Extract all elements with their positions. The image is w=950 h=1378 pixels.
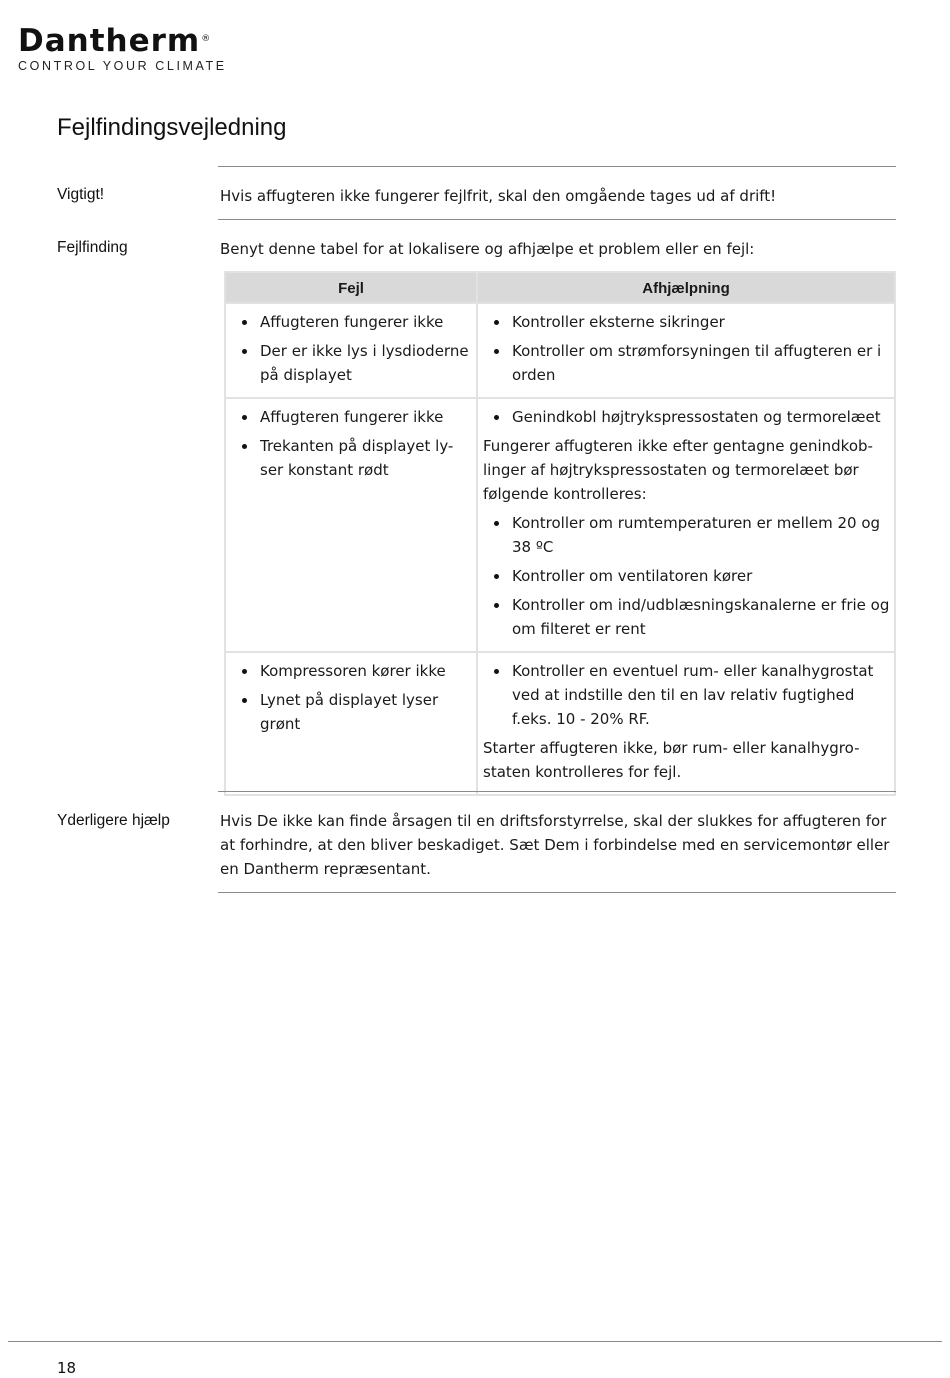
remedy-list xyxy=(482,659,890,731)
table-row xyxy=(225,303,895,398)
logo-name: Dantherm xyxy=(18,23,201,59)
remedy-list xyxy=(482,405,890,429)
page-title: Fejlfindingsvejledning xyxy=(57,114,287,141)
remedy-note: Starter affugteren ikke, bør rum- eller kanalhygro-staten kontrolleres for fejl. xyxy=(483,739,860,781)
fault-cell xyxy=(225,398,477,652)
fault-item: Kompressoren kører ikke xyxy=(230,659,472,683)
remedy-cell xyxy=(477,398,895,652)
remedy-item: Kontroller om rumtemperaturen er mellem 20 og 38 ºC xyxy=(482,511,890,559)
fault-item: Lynet på displayet lyser grønt xyxy=(230,688,472,736)
troubleshooting-intro: Benyt denne tabel for at lokalisere og afhjælpe et problem eller en fejl: xyxy=(220,240,755,258)
table-header-row xyxy=(225,272,895,303)
fault-list xyxy=(230,659,472,736)
divider xyxy=(218,791,896,792)
remedy-item: Kontroller om strømforsyningen til affugteren er i orden xyxy=(482,339,890,387)
dantherm-logo xyxy=(18,23,227,73)
divider xyxy=(218,166,896,167)
remedy-cell xyxy=(477,303,895,398)
further-help-text: Hvis De ikke kan finde årsagen til en driftsforstyrrelse, skal der slukkes for affugteren for at forhindre, at den bliver beskadiget. Sæt Dem i forbindelse med en servicemontør eller en Dantherm repræsentant. xyxy=(220,812,890,878)
remedy-item: Genindkobl højtrykspressostaten og termorelæet xyxy=(482,405,890,429)
divider xyxy=(218,219,896,220)
fault-cell xyxy=(225,303,477,398)
divider xyxy=(218,892,896,893)
column-header-fault: Fejl xyxy=(225,272,477,303)
column-header-remedy: Afhjælpning xyxy=(477,272,895,303)
remedy-cell xyxy=(477,652,895,795)
page-number: 18 xyxy=(57,1359,77,1377)
important-text: Hvis affugteren ikke fungerer fejlfrit, skal den omgående tages ud af drift! xyxy=(220,187,777,205)
table-row xyxy=(225,652,895,795)
fault-list xyxy=(230,405,472,482)
further-help-label: Yderligere hjælp xyxy=(57,812,170,829)
remedy-list xyxy=(482,310,890,387)
fault-list xyxy=(230,310,472,387)
remedy-note: Fungerer affugteren ikke efter gentagne genindkob-linger af højtrykspressostaten og termorelæet bør følgende kontrolleres: xyxy=(483,437,873,503)
remedy-item: Kontroller om ventilatoren kører xyxy=(482,564,890,588)
important-label: Vigtigt! xyxy=(57,186,105,203)
troubleshooting-table xyxy=(224,271,896,796)
remedy-item: Kontroller en eventuel rum- eller kanalhygrostat ved at indstille den til en lav relativ fugtighed f.eks. 10 - 20% RF. xyxy=(482,659,890,731)
troubleshooting-label: Fejlfinding xyxy=(57,239,128,256)
remedy-list xyxy=(482,511,890,641)
registered-mark: ® xyxy=(201,34,212,44)
logo-wordmark xyxy=(18,23,212,59)
fault-item: Affugteren fungerer ikke xyxy=(230,405,472,429)
fault-item: Affugteren fungerer ikke xyxy=(230,310,472,334)
table-body xyxy=(225,303,895,795)
table-row xyxy=(225,398,895,652)
fault-cell xyxy=(225,652,477,795)
logo-tagline: CONTROL YOUR CLIMATE xyxy=(18,59,227,73)
fault-item: Der er ikke lys i lysdioderne på displayet xyxy=(230,339,472,387)
remedy-item: Kontroller eksterne sikringer xyxy=(482,310,890,334)
fault-item: Trekanten på displayet ly-ser konstant rødt xyxy=(230,434,472,482)
remedy-item: Kontroller om ind/udblæsningskanalerne er frie og om filteret er rent xyxy=(482,593,890,641)
footer-divider xyxy=(8,1341,942,1342)
